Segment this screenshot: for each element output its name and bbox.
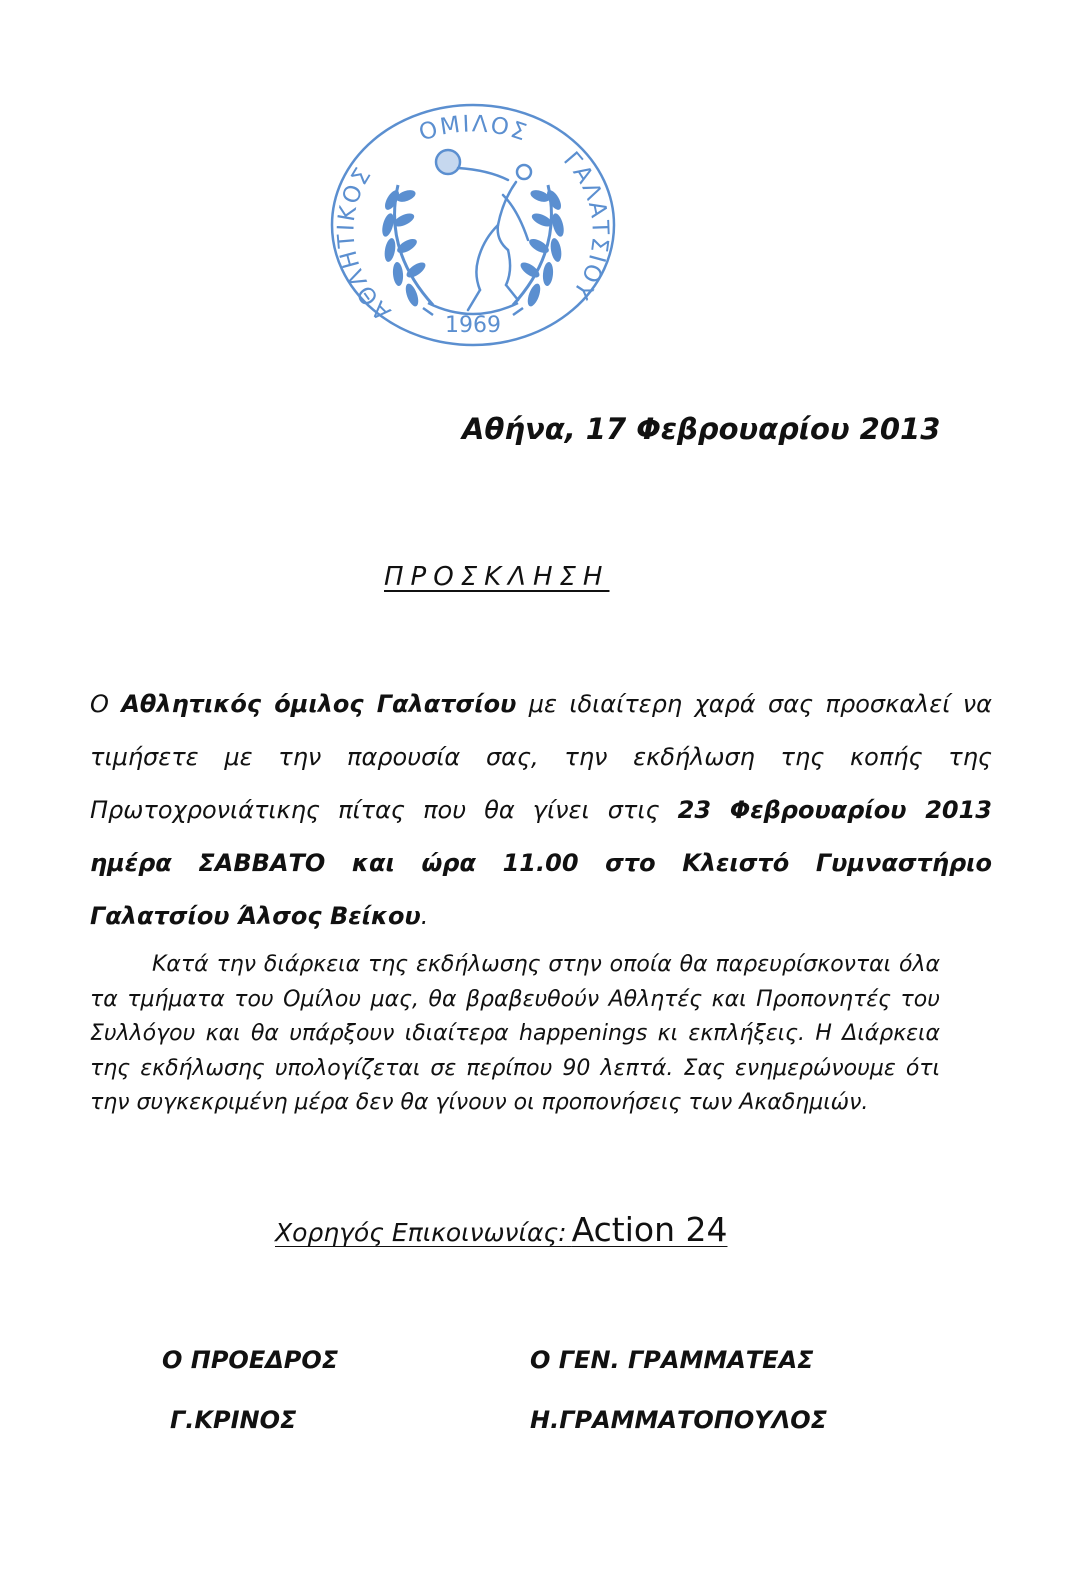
logo-text-left: ΑΘΛΗΤΙΚΟΣ <box>333 162 397 326</box>
sponsor-label: Χορηγός Επικοινωνίας: <box>275 1218 567 1247</box>
secretary-name: Η.ΓΡΑΜΜΑΤΟΠΟΥΛΟΣ <box>530 1406 828 1434</box>
discus-thrower-icon <box>436 150 531 310</box>
sponsor-value: Action 24 <box>571 1210 728 1249</box>
paragraph-text: Ο <box>90 690 122 718</box>
club-name: Αθλητικός όμιλος Γαλατσίου <box>121 690 517 718</box>
sponsor-line <box>275 1210 727 1249</box>
logo-year: 1969 <box>445 313 501 338</box>
invitation-paragraph <box>90 678 992 943</box>
president-name: Γ.ΚΡΙΝΟΣ <box>170 1406 297 1434</box>
paragraph-text: . <box>420 902 429 930</box>
laurel-right-icon <box>513 185 566 308</box>
paragraph-text: με ιδιαίτερη χαρά σας προσκαλεί να τιμήσετε με την παρουσία σας, την εκδήλωση της κοπής της Πρωτοχρονιάτικης πίτας που θα γίνει στις <box>90 690 992 824</box>
president-title: Ο ΠΡΟΕΔΡΟΣ <box>162 1346 339 1374</box>
event-description-paragraph: Κατά την διάρκεια της εκδήλωσης στην οποία θα παρευρίσκονται όλα τα τμήματα του Ομίλου μας, θα βραβευθούν Αθλητές και Προπονητές του Συλλόγου και θα υπάρξουν ιδιαίτερα happenings κι εκπλήξεις. Η Διάρκεια της εκδήλωσης υπολογίζεται σε περίπου 90 λεπτά. Σας ενημερώνουμε ότι την συγκεκριμένη μέρα δεν θα γίνουν οι προπονήσεις των Ακαδημιών. <box>90 952 940 1115</box>
laurel-left-icon <box>380 185 433 308</box>
logo-text-top: ΟΜΙΛΟΣ <box>416 111 532 147</box>
document-title: ΠΡΟΣΚΛΗΣΗ <box>384 562 610 592</box>
club-logo <box>328 100 618 350</box>
event-details: 23 Φεβρουαρίου 2013 ημέρα ΣΑΒΒΑΤΟ και ώρα 11.00 στο Κλειστό Γυμναστήριο Γαλατσίου Άλσος Βείκου <box>90 796 993 930</box>
logo-text-right: ΓΑΛΑΤΣΙΟΥ <box>558 147 613 305</box>
date-line: Αθήνα, 17 Φεβρουαρίου 2013 <box>462 412 941 446</box>
secretary-title: Ο ΓΕΝ. ΓΡΑΜΜΑΤΕΑΣ <box>530 1346 814 1374</box>
